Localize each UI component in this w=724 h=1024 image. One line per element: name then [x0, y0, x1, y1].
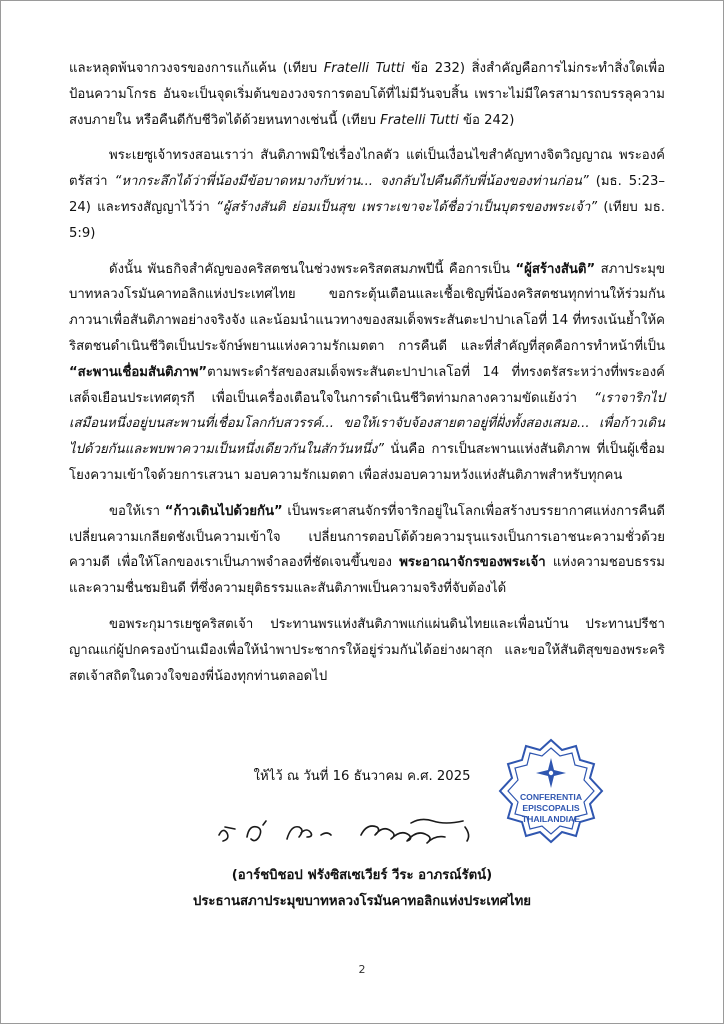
bold-phrase: “ผู้สร้างสันติ” [515, 261, 596, 277]
text-run: (เทียบ มธ. 5:9) [69, 199, 665, 241]
scripture-quote: “หากระลึกได้ว่าพี่น้องมีข้อบาดหมางกับท่าน... จงกลับไปคืนดีกับพี่น้องของท่านก่อน” [114, 174, 589, 190]
scripture-quote: “ผู้สร้างสันติ ย่อมเป็นสุข เพราะเขาจะได้ชื่อว่าเป็นบุตรของพระเจ้า” [216, 199, 598, 215]
svg-text:EPISCOPALIS: EPISCOPALIS [522, 803, 580, 813]
bold-phrase: “สะพานเชื่อมสันติภาพ” [69, 364, 208, 380]
page-number: 2 [358, 963, 366, 976]
papal-quote: “เราจาริกไปเสมือนหนึ่งอยู่บนสะพานที่เชื่อมโลกกับสวรรค์... ขอให้เราจับจ้องสายตาอยู่ที่ฝั่งทั้งสองเสมอ... เพื่อก้าวเดินไปด้วยกันและพบพาความเป็นหนึ่งเดียวกันในสักวันหนึ่ง” [69, 390, 665, 458]
bold-phrase: พระอาณาจักรของพระเจ้า [399, 555, 546, 571]
episcopal-conference-seal [496, 736, 606, 846]
letter-body [69, 56, 665, 699]
paragraph-2 [69, 143, 665, 246]
text-run: สภาประมุขบาทหลวงโรมันคาทอลิกแห่งประเทศไทย ขอกระตุ้นเตือนและเชื้อเชิญพี่น้องคริสตชนทุกท่านให้ร่วมกันภาวนาเพื่อสันติภาพอย่างจริงจัง และน้อมนำแนวทางของสมเด็จพระสันตะปาปาเลโอที่ 14 ที่ทรงเน้นย้ำให้คริสตชนดำเนินชีวิตเป็นประจักษ์พยานแห่งความรักเมตตา การคืนดี และที่สำคัญที่สุดคือการทำหน้าที่เป็น [69, 261, 665, 354]
signer-title: ประธานสภาประมุขบาทหลวงโรมันคาทอลิกแห่งประเทศไทย [192, 894, 532, 909]
text-run: ตามพระดำรัสของสมเด็จพระสันตะปาปาเลโอที่ 14 ที่ทรงตรัสระหว่างที่พระองค์เสด็จเยือนประเทศตุรกี เพื่อเป็นเครื่องเตือนใจในการดำเนินชีวิตท่ามกลางความขัดแย้งว่า [69, 364, 665, 406]
text-run: ขอให้เรา [109, 503, 165, 519]
signer-name: (อาร์ชบิชอป ฟรังซิสเซเวียร์ วีระ อาภรณ์รัตน์) [231, 868, 493, 883]
text-run: (มธ. 5:23–24) และทรงสัญญาไว้ว่า [69, 174, 666, 215]
handwritten-signature [211, 813, 501, 847]
svg-text:THAILANDIAE: THAILANDIAE [521, 814, 581, 824]
text-run: และหลุดพ้นจากวงจรของการแก้แค้น (เทียบ [69, 61, 324, 76]
paragraph-1 [69, 56, 665, 133]
italic-title: Fratelli Tutti [323, 61, 405, 76]
text-run: เป็นพระศาสนจักรที่จาริกอยู่ในโลกเพื่อสร้างบรรยากาศแห่งการคืนดี เปลี่ยนความเกลียดชังเป็นความเข้าใจ เปลี่ยนการตอบโต้ด้วยความรุนแรงเป็นการเอาชนะความชั่วด้วยความดี เพื่อให้โลกของเราเป็นภาพจำลองที่ชัดเจนขึ้นของ [69, 503, 665, 571]
text-run: ข้อ 242) [458, 112, 515, 128]
text-run: พระเยซูเจ้าทรงสอนเราว่า สันติภาพมิใช่เรื่องไกลตัว แต่เป็นเงื่อนไขสำคัญทางจิตวิญญาณ พระองค์ตรัสว่า [69, 148, 665, 190]
text-run: ข้อ 232) สิ่งสำคัญคือการไม่กระทำสิ่งใดเพื่อป้อนความโกรธ อันจะเป็นจุดเริ่มต้นของวงจรการตอบโต้ที่ไม่มีวันจบสิ้น เพราะไม่มีใครสามารถบรรลุความสงบภายใน หรือคืนดีกับชีวิตได้ด้วยหนทางเช่นนี้ (เทียบ [69, 61, 665, 128]
paragraph-3 [69, 257, 665, 489]
paragraph-4 [69, 499, 665, 602]
text-run: นั่นคือ การเป็นสะพานแห่งสันติภาพ ที่เป็นผู้เชื่อมโยงความเข้าใจด้วยการเสวนา มอบความรักเมตตา เพื่อส่งมอบความหวังแห่งสันติภาพสำหรับทุกคน [69, 442, 665, 483]
date-line: ให้ไว้ ณ วันที่ 16 ธันวาคม ค.ศ. 2025 [253, 769, 471, 784]
text-run: แห่งความชอบธรรม และความชื่นชมยินดี ที่ซึ่งความยุติธรรมและสันติภาพเป็นความจริงที่จับต้องได้ [69, 555, 665, 597]
text-run: ดังนั้น พันธกิจสำคัญของคริสตชนในช่วงพระคริสตสมภพปีนี้ คือการเป็น [109, 261, 516, 277]
text-run: ขอพระกุมารเยซูคริสตเจ้า ประทานพรแห่งสันติภาพแก่แผ่นดินไทยและเพื่อนบ้าน ประทานปรีชาญาณแก่ผู้ปกครองบ้านเมืองเพื่อให้นำพาประชากรให้อยู่ร่วมกันได้อย่างผาสุก และขอให้สันติสุขของพระคริสตเจ้าสถิตในดวงใจของพี่น้องทุกท่านตลอดไป [69, 616, 665, 684]
italic-title: Fratelli Tutti [380, 112, 459, 128]
bold-phrase: “ก้าวเดินไปด้วยกัน” [164, 503, 283, 519]
paragraph-5 [69, 612, 665, 689]
svg-text:CONFERENTIA: CONFERENTIA [519, 792, 583, 802]
